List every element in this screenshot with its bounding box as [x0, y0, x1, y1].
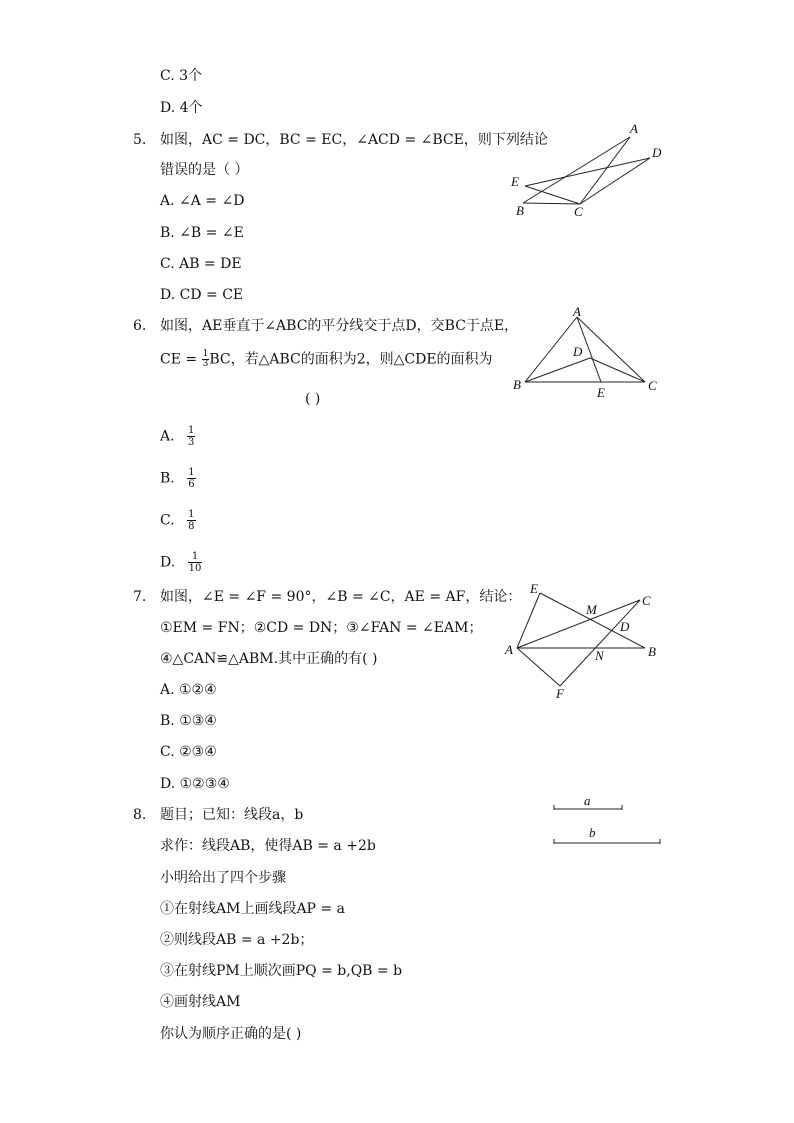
- q6-stem-frac-den: 3: [202, 359, 209, 369]
- q6-option-d-den: 10: [188, 563, 202, 574]
- q6-option-a-label: A.: [160, 428, 175, 445]
- q8-figure: [548, 790, 668, 850]
- q4-option-c: C. 3个: [160, 68, 203, 84]
- q5-number: 5.: [133, 132, 147, 148]
- q7-stem-line3: ④△CAN≌△ABM.其中正确的有( ): [160, 651, 378, 667]
- q6-label-c: C: [648, 378, 657, 393]
- q7-label-e: E: [530, 581, 538, 596]
- q8-step-1: ①在射线AM上画线段AP = a: [160, 901, 345, 917]
- q6-option-a-den: 3: [188, 437, 195, 448]
- q8-step-2: ②则线段AB = a +2b；: [160, 932, 314, 948]
- q6-number: 6.: [133, 318, 147, 334]
- q6-paren: ( ): [305, 391, 321, 407]
- q5-stem-line2: 错误的是（ ）: [160, 162, 249, 178]
- q7-label-m: M: [586, 602, 597, 617]
- q6-option-b-fraction: [187, 467, 195, 490]
- q6-label-b: B: [513, 377, 521, 392]
- q6-option-c-fraction: [187, 509, 195, 532]
- q7-option-b: B. ①③④: [160, 713, 217, 729]
- q5-stem-line1: 如图，AC = DC，BC = EC，∠ACD = ∠BCE，则下列结论: [160, 132, 548, 148]
- q4-option-d: D. 4个: [160, 100, 203, 116]
- q6-stem-line2-post: BC，若△ABC的面积为2，则△CDE的面积为: [209, 351, 493, 368]
- q6-option-d: [160, 551, 202, 574]
- q5-label-d: D: [652, 145, 662, 160]
- q6-option-c-den: 8: [188, 521, 195, 532]
- q8-stem-line1: 题目；已知：线段a，b: [160, 807, 304, 823]
- q6-option-b-num: 1: [188, 467, 195, 478]
- q7-label-d: D: [620, 619, 630, 634]
- q6-option-a-num: 1: [188, 425, 195, 436]
- q7-option-c: C. ②③④: [160, 744, 217, 760]
- q8-label-b: b: [589, 825, 596, 840]
- q7-figure: [500, 578, 670, 703]
- q6-option-d-num: 1: [188, 551, 203, 563]
- q7-number: 7.: [133, 589, 147, 605]
- q6-stem-line2-pre: CE =: [160, 351, 198, 368]
- q7-stem-line1: 如图，∠E = ∠F = 90°，∠B = ∠C，AE = AF，结论：: [160, 589, 522, 605]
- q7-label-c: C: [642, 593, 651, 608]
- q5-option-c: C. AB = DE: [160, 256, 242, 272]
- q5-figure: [505, 120, 670, 220]
- q6-option-a-fraction: [187, 425, 195, 448]
- q6-option-c-num: 1: [188, 509, 195, 520]
- q6-stem-line2: [160, 350, 493, 369]
- q6-stem-frac-num: 1: [202, 349, 209, 359]
- q5-option-a: A. ∠A = ∠D: [160, 193, 245, 209]
- q8-stem-line3: 小明给出了四个步骤: [160, 870, 286, 886]
- q6-label-d: D: [573, 344, 583, 359]
- q6-option-d-fraction: [188, 551, 203, 574]
- q7-label-b: B: [648, 644, 656, 659]
- q6-option-b: [160, 467, 196, 490]
- q5-option-b: B. ∠B = ∠E: [160, 225, 244, 241]
- q7-option-a: A. ①②④: [160, 682, 217, 698]
- q7-stem-line2: ①EM = FN；②CD = DN；③∠FAN = ∠EAM；: [160, 620, 483, 636]
- q7-option-d: D. ①②③④: [160, 776, 230, 792]
- q8-step-3: ③在射线PM上顺次画PQ = b,QB = b: [160, 963, 403, 979]
- q5-label-c: C: [574, 204, 583, 219]
- q7-label-n: N: [595, 648, 604, 663]
- q7-label-f: F: [556, 686, 564, 701]
- q6-label-e: E: [597, 385, 605, 400]
- q8-label-a: a: [584, 793, 591, 808]
- q6-option-c: [160, 509, 196, 532]
- q6-label-a: A: [573, 305, 581, 319]
- q6-option-d-label: D.: [160, 554, 176, 571]
- q5-label-e: E: [511, 174, 519, 189]
- q6-option-c-label: C.: [160, 512, 175, 529]
- q6-option-b-label: B.: [160, 470, 175, 487]
- q6-stem-line1: 如图，AE垂直于∠ABC的平分线交于点D，交BC于点E，: [160, 318, 519, 334]
- q5-option-d: D. CD = CE: [160, 287, 244, 303]
- q5-label-a: A: [630, 121, 638, 136]
- q8-stem-line2: 求作：线段AB，使得AB = a +2b: [160, 838, 376, 854]
- q7-label-a: A: [505, 642, 513, 657]
- q6-option-b-den: 6: [188, 479, 195, 490]
- q5-label-b: B: [516, 203, 524, 218]
- q6-option-a: [160, 425, 195, 448]
- q8-step-4: ④画射线AM: [160, 994, 241, 1010]
- q8-number: 8.: [133, 807, 147, 823]
- q6-figure: [505, 305, 670, 405]
- q8-question: 你认为顺序正确的是( ): [160, 1026, 302, 1042]
